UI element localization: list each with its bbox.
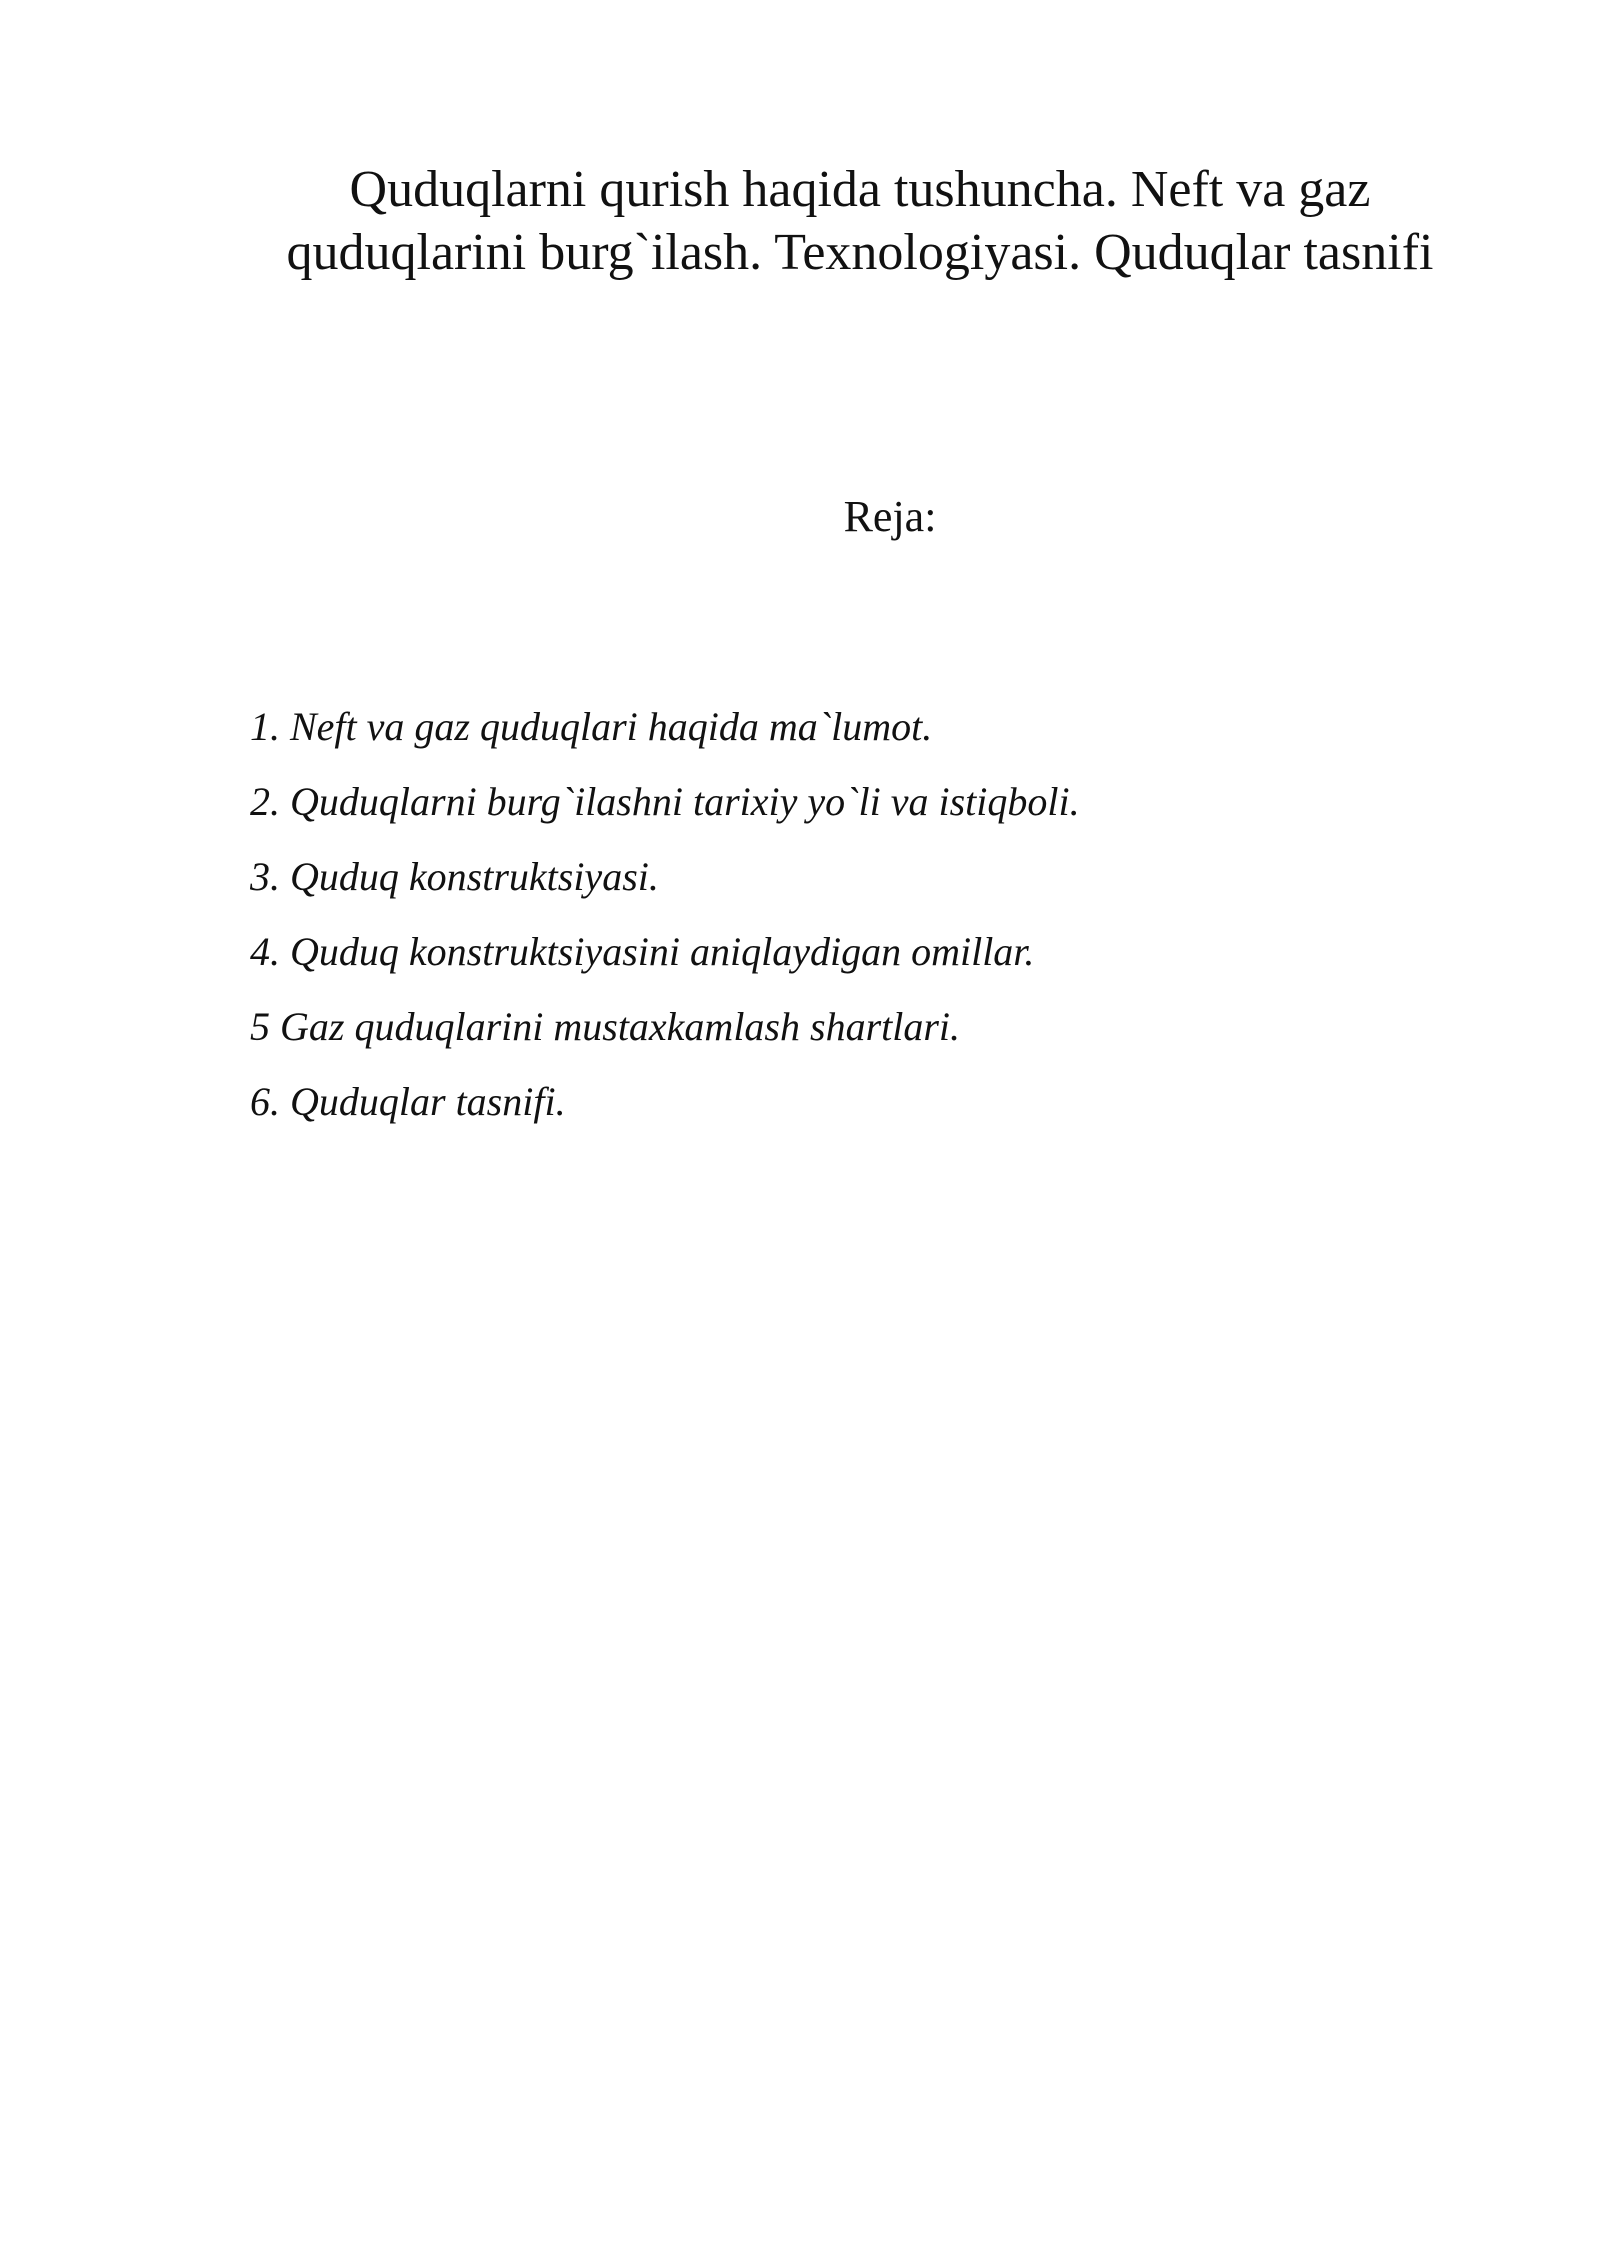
plan-item: 2. Quduqlarni burg`ilashni tarixiy yo`li va istiqboli. bbox=[250, 779, 1080, 824]
plan-list bbox=[250, 702, 1450, 1152]
plan-item: 4. Quduq konstruktsiyasini aniqlaydigan omillar. bbox=[250, 929, 1035, 974]
plan-heading: Reja: bbox=[843, 492, 937, 541]
plan-item: 1. Neft va gaz quduqlari haqida ma`lumot. bbox=[250, 704, 933, 749]
plan-item: 3. Quduq konstruktsiyasi. bbox=[250, 854, 659, 899]
plan-item: 5 Gaz quduqlarini mustaxkamlash shartlari. bbox=[250, 1004, 961, 1049]
plan-item: 6. Quduqlar tasnifi. bbox=[250, 1079, 566, 1124]
page-title: Quduqlarni qurish haqida tushuncha. Neft va gaz quduqlarini burg`ilash. Texnologiyasi. Quduqlar tasnifi bbox=[286, 161, 1434, 281]
